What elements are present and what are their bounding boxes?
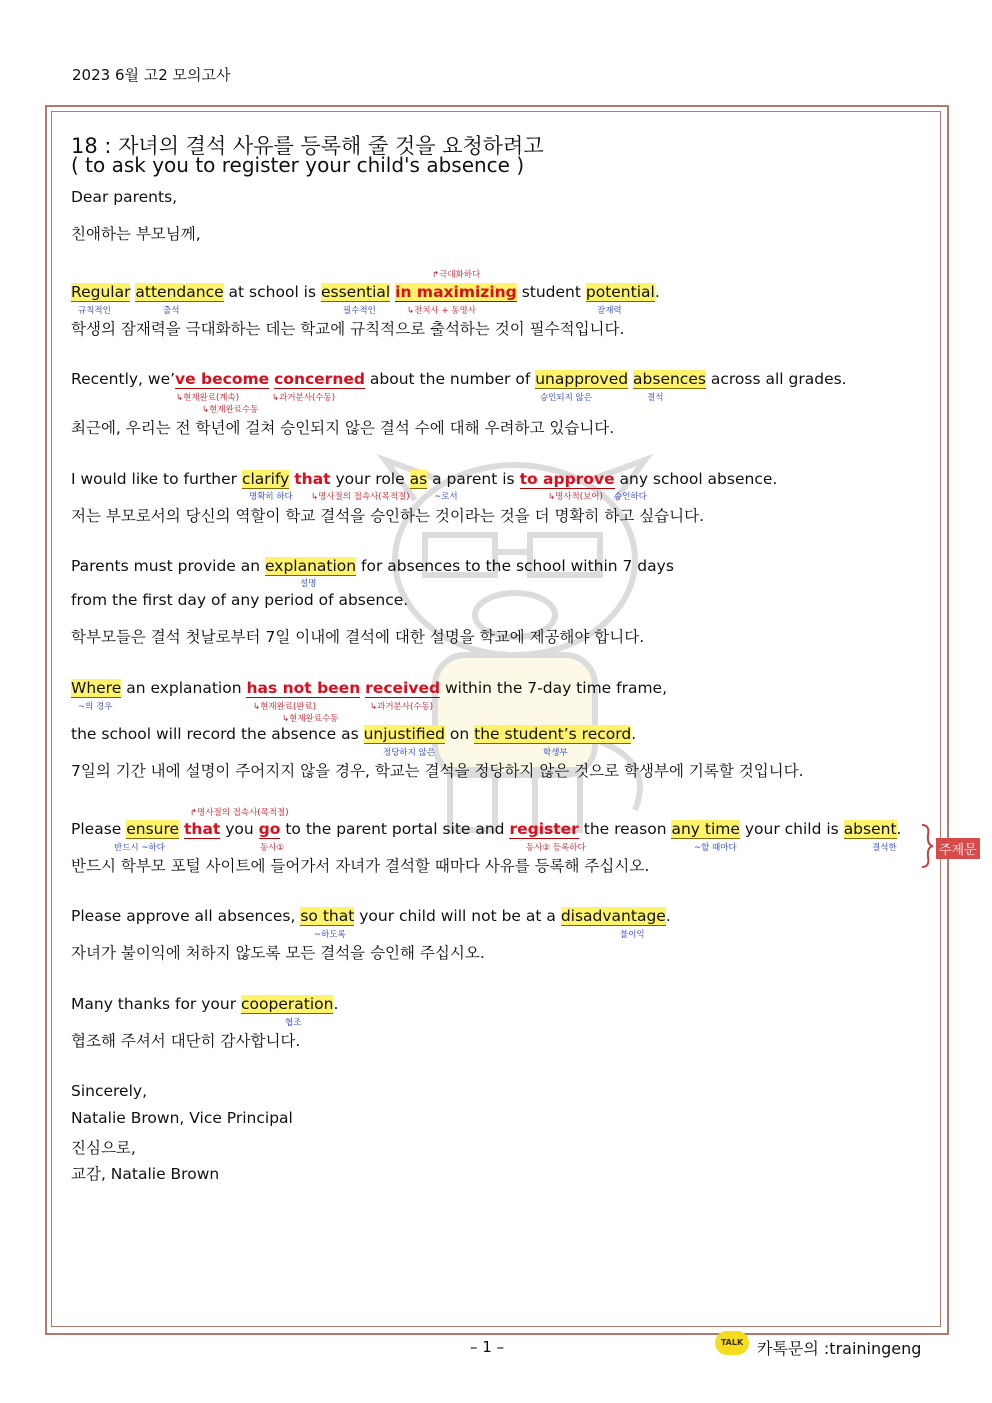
annotation: 잠재력 <box>597 306 622 316</box>
grammar-word: that <box>294 470 331 488</box>
vocab-word: ensure <box>126 820 180 838</box>
greeting-ko: 친애하는 부모님께, <box>71 225 201 243</box>
annotation: ↳현재완료수동 <box>202 405 259 415</box>
vocab-word: as <box>409 470 428 488</box>
sentence-4-en-line1: Parents must provide an explanation for absences to the school within 7 days <box>71 557 674 575</box>
annotation: 명확히 하다 <box>249 492 293 502</box>
annotation: 학생부 <box>543 748 568 758</box>
greeting-en: Dear parents, <box>71 188 178 206</box>
sentence-5-en-line1: Where an explanation has not been received within the 7-day time frame, <box>71 679 668 697</box>
grammar-word: concerned <box>274 370 365 388</box>
annotation: 동사② 등록하다 <box>526 843 586 853</box>
grammar-word: that <box>184 820 221 838</box>
closing-sincerely: Sincerely, <box>71 1082 148 1100</box>
topic-sentence-tag: 주제문 <box>936 838 980 859</box>
vocab-word: cooperation <box>241 995 334 1013</box>
grammar-word: in maximizing <box>395 283 517 301</box>
sentence-7-en: Please approve all absences, so that your child will not be at a disadvantage. <box>71 907 671 925</box>
vocab-word: the student’s record <box>474 725 632 743</box>
question-subtitle: ( to ask you to register your child's absence ) <box>71 153 525 177</box>
annotation: ↳현재완료(완료) <box>253 702 317 712</box>
sentence-3-ko: 저는 부모로서의 당신의 역할이 학교 결석을 승인하는 것이라는 것을 더 명확히 하고 싶습니다. <box>71 507 705 525</box>
annotation: ~로서 <box>434 492 458 502</box>
annotation: 필수적인 <box>343 306 376 316</box>
question-title: 18 : 자녀의 결석 사유를 등록해 줄 것을 요청하려고 <box>71 134 544 158</box>
sentence-5-en-line2: the school will record the absence as unjustified on the student’s record. <box>71 725 637 743</box>
closing-signer: Natalie Brown, Vice Principal <box>71 1109 293 1127</box>
page-number: – 1 – <box>470 1338 505 1356</box>
kakaotalk-icon: TALK <box>715 1331 749 1355</box>
annotation: ↱명사절의 접속사(목적절) <box>190 808 289 818</box>
vocab-word: absences <box>633 370 706 388</box>
sentence-2-ko: 최근에, 우리는 전 학년에 걸쳐 승인되지 않은 결석 수에 대해 우려하고 있습니다. <box>71 419 615 437</box>
annotation: 동사① <box>260 843 285 853</box>
vocab-word: Regular <box>71 283 131 301</box>
annotation: ↳명사적(보어) <box>548 492 603 502</box>
annotation: ↱극대화하다 <box>432 270 481 280</box>
annotation: ↳현재완료수동 <box>282 714 339 724</box>
sentence-3-en: I would like to further clarify that your role as a parent is to approve any school absence. <box>71 470 778 488</box>
sentence-4-en-line2: from the first day of any period of absence. <box>71 591 409 609</box>
vocab-word: any time <box>671 820 740 838</box>
annotation: 정당하지 않은 <box>383 748 435 758</box>
annotation: 승인되지 않은 <box>540 393 592 403</box>
sentence-7-ko: 자녀가 불이익에 처하지 않도록 모든 결석을 승인해 주십시오. <box>71 944 485 962</box>
closing-signer-ko: 교감, Natalie Brown <box>71 1165 220 1183</box>
sentence-6-ko: 반드시 학부모 포털 사이트에 들어가서 자녀가 결석할 때마다 사유를 등록해 주십시오. <box>71 857 650 875</box>
annotation: ~의 경우 <box>78 702 113 712</box>
annotation: 불이익 <box>620 930 645 940</box>
vocab-word: so that <box>300 907 355 925</box>
annotation: ↳현재완료(계속) <box>176 393 240 403</box>
annotation: 설명 <box>300 579 317 589</box>
annotation: 협조 <box>285 1018 302 1028</box>
contact-info: 카톡문의 :trainingeng <box>757 1339 922 1358</box>
sentence-6-en: Please ensure that you go to the parent portal site and register the reason any time your child is absent. <box>71 820 902 838</box>
annotation: 결석 <box>647 393 664 403</box>
vocab-word: clarify <box>241 470 290 488</box>
annotation: 결석한 <box>872 843 897 853</box>
annotation: 승인하다 <box>614 492 647 502</box>
annotation: ↳과거분사(수동) <box>370 702 434 712</box>
vocab-word: absent <box>843 820 897 838</box>
grammar-word: register <box>509 820 579 838</box>
grammar-word: ve become <box>175 370 270 388</box>
sentence-5-ko: 7일의 기간 내에 설명이 주어지지 않을 경우, 학교는 결석을 정당하지 않은 것으로 학생부에 기록할 것입니다. <box>71 762 804 780</box>
vocab-word: Where <box>71 679 122 697</box>
vocab-word: disadvantage <box>560 907 666 925</box>
sentence-8-ko: 협조해 주셔서 대단히 감사합니다. <box>71 1032 301 1050</box>
sentence-4-ko: 학부모들은 결석 첫날로부터 7일 이내에 결석에 대한 설명을 학교에 제공해야 합니다. <box>71 628 645 646</box>
annotation: 반드시 ~하다 <box>114 843 165 853</box>
vocab-word: potential <box>585 283 655 301</box>
sentence-1-en: Regular attendance at school is essential in maximizing student potential. <box>71 283 660 301</box>
vocab-word: essential <box>320 283 391 301</box>
annotation: 출석 <box>163 306 180 316</box>
sentence-8-en: Many thanks for your cooperation. <box>71 995 339 1013</box>
grammar-word: received <box>365 679 441 697</box>
annotation: ↳전치사 + 동명사 <box>407 306 476 316</box>
annotation: ↳과거분사(수동) <box>272 393 336 403</box>
sentence-1-ko: 학생의 잠재력을 극대화하는 데는 학교에 규칙적으로 출석하는 것이 필수적입니다. <box>71 320 625 338</box>
grammar-word: to approve <box>519 470 615 488</box>
annotation: ~하도록 <box>314 930 346 940</box>
topic-brace-icon <box>920 823 934 869</box>
annotation: ↳명사절의 접속사(목적절) <box>311 492 410 502</box>
annotation: 규칙적인 <box>78 306 111 316</box>
vocab-word: unjustified <box>363 725 445 743</box>
pig-mascot-watermark <box>345 440 685 860</box>
exam-header: 2023 6월 고2 모의고사 <box>72 66 231 84</box>
grammar-word: has not been <box>246 679 361 697</box>
closing-sincerely-ko: 진심으로, <box>71 1139 136 1157</box>
annotation: ~할 때마다 <box>694 843 737 853</box>
vocab-word: attendance <box>135 283 224 301</box>
vocab-word: unapproved <box>535 370 629 388</box>
grammar-word: go <box>258 820 281 838</box>
sentence-2-en: Recently, we’ve become concerned about the number of unapproved absences across all grades. <box>71 370 847 388</box>
vocab-word: explanation <box>265 557 357 575</box>
